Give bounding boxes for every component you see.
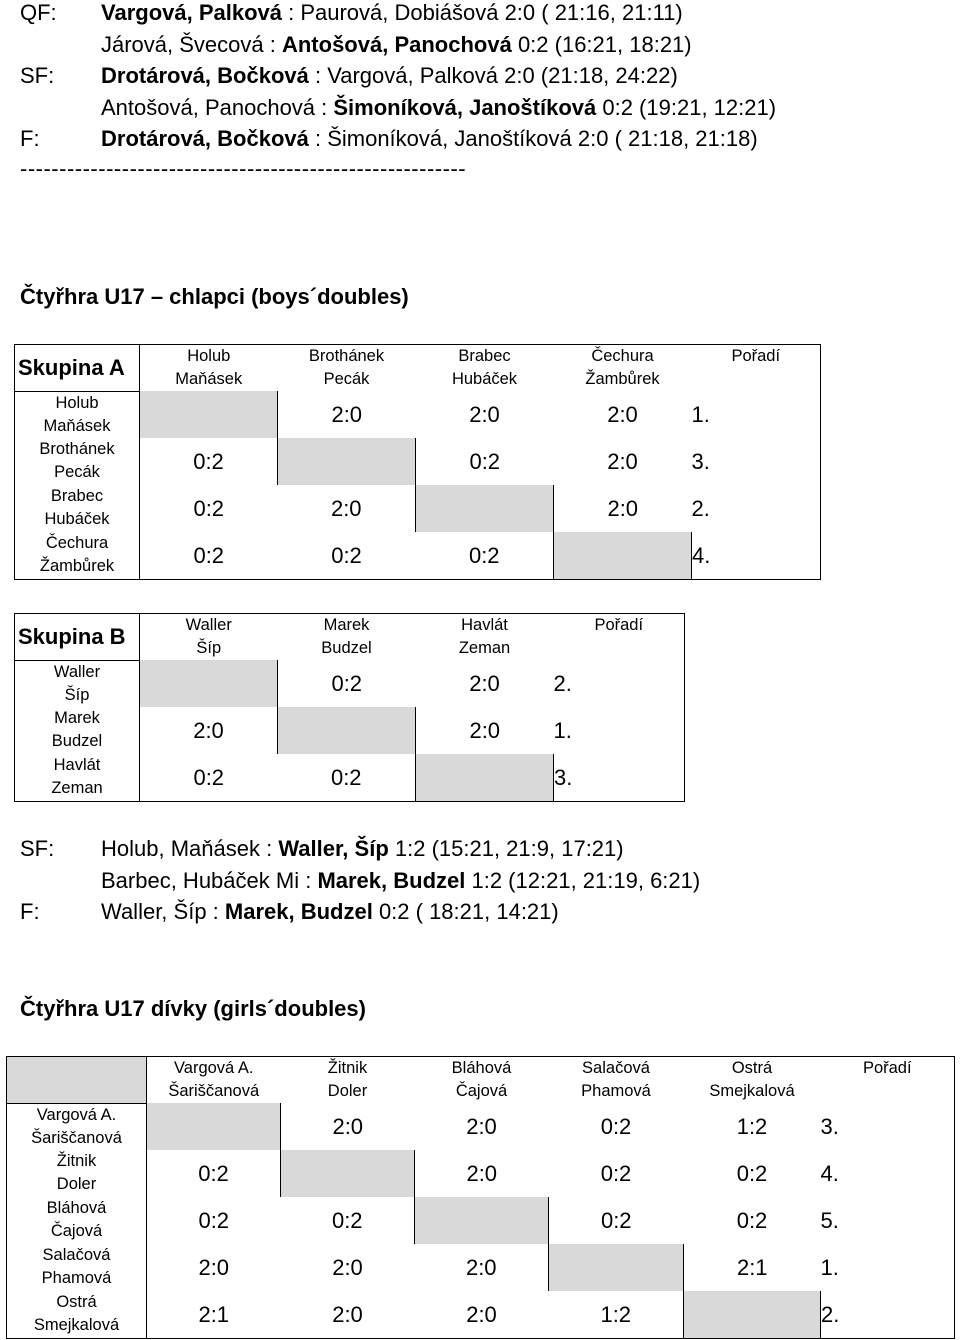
rank-cell: 3. (821, 1103, 955, 1150)
result-text (101, 0, 683, 28)
winner-name: Drotárová, Bočková (101, 63, 309, 88)
team-member: Hubáček (451, 370, 518, 388)
team-cell (278, 614, 416, 661)
team-member: Salačová (582, 1059, 650, 1077)
score-cell: 2:0 (469, 671, 500, 696)
team-cell (7, 1103, 147, 1150)
team-member: Havlát (53, 756, 101, 774)
score-cell: 0:2 (198, 1208, 230, 1233)
rank-cell: 1. (692, 391, 821, 438)
team-member: Waller (53, 662, 101, 681)
team-member: Vargová A. (36, 1105, 117, 1124)
diagonal-cell (140, 391, 278, 438)
team-member: Žitnik (56, 1152, 97, 1170)
table-row (15, 707, 685, 754)
winner-name: Šimoníková, Janoštíková (333, 94, 597, 120)
rank-cell: 5. (821, 1197, 955, 1244)
score-cell: 0:2 (600, 1161, 632, 1186)
score-cell: 2:0 (466, 1114, 497, 1139)
team-cell (15, 660, 140, 707)
team-member: Smejkalová (33, 1316, 120, 1334)
score-cell: 2:0 (332, 1301, 363, 1327)
team-cell (7, 1150, 147, 1197)
team-member: Bláhová (451, 1059, 512, 1077)
team-member: Žambůrek (39, 557, 115, 575)
team-member: Čechura (591, 347, 654, 365)
team-member: Šíp (64, 685, 90, 704)
result-part: : Paurová, Dobiášová 2:0 ( 21:16, 21:11) (282, 0, 683, 25)
team-member: Doler (327, 1082, 368, 1100)
team-member: Pecák (323, 370, 370, 388)
round-label: SF: (20, 63, 55, 88)
result-part: 0:2 ( 18:21, 14:21) (372, 899, 559, 924)
score-cell: 0:2 (736, 1161, 768, 1186)
score-cell: 0:2 (193, 449, 224, 474)
girls-table (6, 1056, 955, 1339)
result-text (101, 897, 559, 927)
result-part: : Šimoníková, Janoštíková 2:0 ( 21:18, 21:18) (308, 126, 758, 151)
team-member: Čechura (45, 534, 109, 552)
table-row (7, 1244, 955, 1291)
team-cell (281, 1057, 415, 1104)
score-cell: 0:2 (193, 542, 225, 568)
result-part: 0:2 (19:21, 12:21) (596, 94, 777, 120)
team-member: Salačová (42, 1246, 111, 1264)
team-member: Doler (56, 1175, 97, 1193)
team-cell (140, 345, 278, 392)
rank-cell: 4. (692, 532, 821, 579)
team-cell (416, 614, 554, 661)
score-cell: 2:1 (736, 1255, 768, 1280)
team-member: Šariščanová (31, 1128, 122, 1147)
table-row (15, 485, 821, 532)
score-cell: 0:2 (600, 1114, 632, 1139)
table-row (15, 391, 821, 438)
team-member: Smejkalová (709, 1082, 795, 1100)
team-member: Holub (187, 347, 231, 365)
team-member: Waller (185, 616, 232, 634)
table-row (15, 532, 821, 579)
diagonal-cell (281, 1150, 415, 1197)
team-member: Pecák (54, 463, 100, 481)
score-cell: 2:0 (469, 402, 500, 427)
diagonal-cell (549, 1244, 684, 1291)
result-part: Barbec, Hubáček Mi : (101, 867, 318, 893)
team-cell (415, 1057, 549, 1104)
team-member: Budzel (51, 732, 103, 750)
diagonal-cell (416, 485, 554, 532)
score-cell: 2:0 (469, 718, 501, 743)
team-cell (140, 614, 278, 661)
score-cell: 1:2 (600, 1301, 632, 1327)
score-cell: 0:2 (331, 542, 362, 568)
round-label: F: (20, 126, 40, 151)
result-text (101, 61, 678, 91)
team-cell (549, 1057, 684, 1104)
rank-cell: 2. (692, 485, 821, 532)
team-member: Čajová (455, 1082, 508, 1100)
result-part: : Vargová, Palková 2:0 (21:18, 24:22) (308, 63, 678, 88)
team-member: Brothánek (308, 347, 385, 365)
diagonal-cell (278, 707, 416, 754)
score-cell: 0:2 (736, 1208, 768, 1233)
group-label: Skupina B (15, 614, 140, 661)
score-cell: 0:2 (193, 496, 225, 521)
table-row (7, 1197, 955, 1244)
team-member: Hubáček (44, 510, 110, 528)
winner-name: Marek, Budzel (224, 899, 373, 924)
team-member: Holub (55, 393, 99, 412)
score-cell: 0:2 (469, 449, 501, 474)
score-cell: 1:2 (736, 1114, 768, 1139)
group-b-table (14, 613, 685, 802)
score-cell: 2:0 (330, 496, 362, 521)
boys-title: Čtyřhra U17 – chlapci (boys´doubles) (20, 284, 409, 309)
result-part: Antošová, Panochová : (101, 94, 334, 120)
table-row (7, 1103, 955, 1150)
result-part: Waller, Šíp : (101, 899, 225, 924)
rank-cell: 1. (554, 707, 685, 754)
group-label: Skupina A (15, 345, 140, 392)
result-text (101, 124, 758, 154)
team-member: Bláhová (46, 1199, 107, 1217)
score-cell: 2:0 (607, 449, 638, 474)
team-member: Zeman (51, 779, 103, 797)
diagonal-cell (147, 1103, 281, 1150)
team-cell (7, 1197, 147, 1244)
team-member: Marek (323, 616, 370, 634)
result-part: 0:2 (16:21, 18:21) (511, 31, 692, 57)
score-cell: 0:2 (198, 1161, 229, 1186)
result-text (101, 93, 776, 123)
diagonal-cell (278, 438, 416, 485)
corner-cell (7, 1057, 147, 1104)
team-member: Phamová (581, 1082, 651, 1100)
team-member: Ostrá (731, 1059, 773, 1077)
team-cell (147, 1057, 281, 1104)
table-row (15, 438, 821, 485)
team-member: Maňásek (175, 370, 243, 388)
table-row (15, 660, 685, 707)
round-label: SF: (20, 836, 55, 861)
score-cell: 0:2 (330, 764, 362, 790)
team-member: Šíp (196, 639, 222, 657)
rank-header: Pořadí (594, 616, 644, 634)
winner-name: Marek, Budzel (317, 867, 466, 893)
header-row (7, 1057, 955, 1104)
score-cell: 0:2 (600, 1208, 632, 1233)
result-text (101, 866, 700, 896)
score-cell: 2:0 (331, 402, 363, 427)
winner-name: Drotárová, Bočková (101, 126, 309, 151)
rank-header: Pořadí (862, 1059, 912, 1077)
rank-cell: 3. (554, 754, 685, 801)
result-part: Holub, Maňásek : (101, 836, 279, 861)
header-row (15, 345, 821, 392)
header-row (15, 614, 685, 661)
team-member: Žitnik (327, 1059, 368, 1077)
result-text (101, 30, 692, 60)
diagonal-cell (415, 1197, 549, 1244)
result-part: 1:2 (12:21, 21:19, 6:21) (465, 867, 701, 893)
score-cell: 2:0 (607, 402, 638, 427)
team-cell (554, 345, 692, 392)
team-member: Zeman (458, 639, 511, 657)
team-member: Vargová A. (174, 1059, 254, 1077)
score-cell: 2:0 (198, 1255, 230, 1280)
score-cell: 0:2 (193, 764, 225, 790)
team-member: Brabec (50, 487, 104, 505)
round-label: F: (20, 899, 40, 924)
winner-name: Antošová, Panochová (281, 31, 512, 57)
team-member: Brothánek (39, 440, 115, 458)
team-member: Budzel (321, 639, 372, 657)
team-member: Šariščanová (168, 1082, 260, 1100)
team-member: Ostrá (56, 1293, 97, 1311)
group-a-table (14, 344, 821, 580)
score-cell: 0:2 (331, 671, 363, 696)
diagonal-cell (554, 532, 692, 579)
rank-cell: 2. (821, 1291, 955, 1338)
score-cell: 0:2 (331, 1208, 363, 1233)
team-cell (7, 1291, 147, 1338)
team-member: Žambůrek (585, 370, 660, 388)
rank-cell: 2. (554, 660, 685, 707)
rank-cell: 3. (692, 438, 821, 485)
team-member: Phamová (41, 1269, 112, 1287)
winner-name: Waller, Šíp (278, 836, 389, 861)
team-cell (278, 345, 416, 392)
diagonal-cell (684, 1291, 821, 1338)
score-cell: 2:0 (607, 496, 639, 521)
team-cell (15, 707, 140, 754)
team-member: Havlát (461, 616, 508, 634)
score-cell: 2:0 (466, 1301, 497, 1327)
team-cell (15, 485, 140, 532)
team-cell (15, 438, 140, 485)
score-cell: 2:0 (332, 1114, 364, 1139)
divider: --------------------------------------------------------- (20, 156, 467, 181)
rank-header: Pořadí (731, 347, 781, 365)
team-cell (416, 345, 554, 392)
team-cell (684, 1057, 821, 1104)
team-member: Maňásek (43, 416, 111, 435)
rank-cell: 4. (821, 1150, 955, 1197)
team-cell (15, 391, 140, 438)
table-row (7, 1291, 955, 1338)
diagonal-cell (140, 660, 278, 707)
result-text (101, 834, 624, 864)
table-row (7, 1150, 955, 1197)
score-cell: 2:0 (466, 1161, 498, 1186)
round-label: QF: (20, 0, 57, 25)
girls-title: Čtyřhra U17 dívky (girls´doubles) (20, 996, 366, 1021)
result-part: Járová, Švecová : (101, 31, 282, 57)
table-row (15, 754, 685, 801)
rank-cell: 1. (821, 1244, 955, 1291)
score-cell: 0:2 (468, 542, 500, 568)
team-cell (15, 532, 140, 579)
winner-name: Vargová, Palková (101, 0, 282, 25)
result-part: 1:2 (15:21, 21:9, 17:21) (388, 836, 624, 861)
score-cell: 2:1 (198, 1301, 230, 1327)
team-member: Brabec (458, 347, 511, 365)
score-cell: 2:0 (332, 1255, 363, 1280)
diagonal-cell (416, 754, 554, 801)
score-cell: 2:0 (465, 1255, 497, 1280)
score-cell: 2:0 (193, 718, 224, 743)
team-member: Marek (54, 709, 100, 727)
team-cell (7, 1244, 147, 1291)
team-cell (15, 754, 140, 801)
team-member: Čajová (50, 1222, 103, 1240)
